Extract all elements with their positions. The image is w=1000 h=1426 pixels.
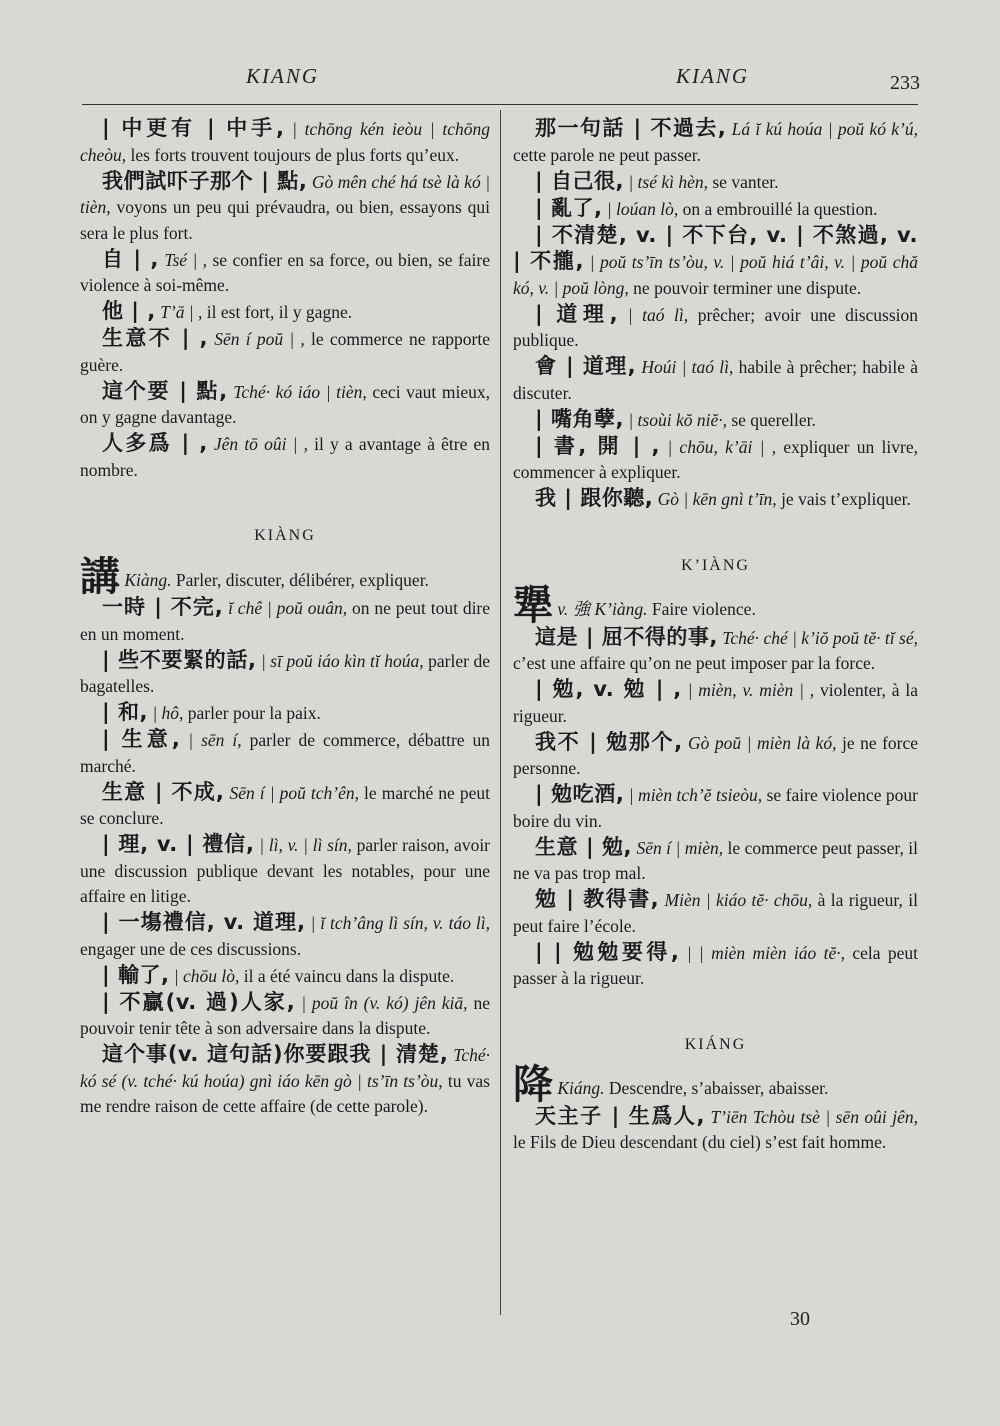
definition: parler de commerce, débattre un marché. bbox=[80, 730, 491, 776]
definition: les forts trouvent toujours de plus forts qu’eux. bbox=[130, 144, 460, 165]
entry bbox=[513, 196, 918, 223]
definition: on ne peut tout dire en un moment. bbox=[80, 598, 491, 644]
chinese-text: | 自己很, bbox=[535, 168, 624, 193]
definition: le marché ne peut se conclure. bbox=[80, 782, 490, 828]
head-character: 犟 bbox=[513, 583, 553, 629]
entry bbox=[513, 782, 918, 834]
definition: c’est une affaire qu’on ne peut imposer par la force. bbox=[513, 653, 876, 673]
chinese-text: 我不 | 勉那个, bbox=[535, 729, 683, 754]
definition: ne pouvoir tenir tête à son adversaire dans la dispute. bbox=[80, 992, 490, 1038]
romanization: T’iēn Tchòu tsè | sēn oûi jên, bbox=[710, 1106, 919, 1127]
chinese-text: 生意 | 勉, bbox=[535, 834, 633, 859]
romanization: | sēn í, bbox=[188, 730, 242, 750]
chinese-text: 我們試吓子那个 | 點, bbox=[102, 168, 308, 193]
chinese-text: | 勉, v. 勉 | , bbox=[535, 677, 682, 701]
definition: il y a avantage à être en nombre. bbox=[80, 434, 491, 480]
chinese-text: 這个要 | 點, bbox=[102, 378, 228, 403]
romanization: Kiáng. bbox=[557, 1078, 605, 1098]
entry bbox=[513, 354, 918, 406]
definition: on a embrouillé la question. bbox=[682, 198, 878, 219]
definition: voyons un peu qui prévaudra, ou bien, essayons qui sera le plus fort. bbox=[80, 197, 491, 243]
romanization: v. 強 K’iàng. bbox=[557, 599, 648, 619]
entry bbox=[513, 730, 918, 782]
romanization: Hoúi | taó lì, bbox=[641, 357, 734, 377]
romanization: Sēn í | poŭ tch’ên, bbox=[229, 782, 359, 803]
page-number: 233 bbox=[890, 72, 920, 94]
romanization: | | mièn mièn iáo tĕ·, bbox=[686, 942, 845, 963]
chinese-text: | 嘴角孽, bbox=[535, 406, 624, 431]
romanization: Lá ĭ kú hoúa | poŭ kó k’ú, bbox=[731, 119, 918, 139]
head-entry bbox=[513, 1062, 918, 1108]
entry bbox=[513, 1104, 918, 1156]
entry bbox=[513, 223, 918, 302]
head-character: 降 bbox=[513, 1062, 553, 1108]
entry bbox=[80, 116, 490, 168]
definition: cela peut passer à la rigueur. bbox=[513, 942, 919, 988]
romanization: | poŭ în (v. kó) jên kiā, bbox=[301, 992, 468, 1013]
running-head-right: KIANG bbox=[676, 64, 749, 88]
romanization: | taó lì, bbox=[627, 304, 689, 325]
romanization: Gò mên ché há tsè là kó | tièn, bbox=[80, 171, 491, 217]
chinese-text: 那一句話 | 不過去, bbox=[535, 116, 727, 140]
definition: je ne force personne. bbox=[513, 732, 919, 778]
romanization: Tché· ché | k’iŏ poŭ tĕ· tĭ sé, bbox=[722, 627, 918, 648]
definition: parler pour la paix. bbox=[187, 703, 321, 723]
definition: tu vas me rendre raison de cette affaire (de cette parole). bbox=[80, 1070, 490, 1116]
romanization: Tché· kó iáo | tièn, bbox=[233, 381, 367, 402]
entry bbox=[80, 595, 490, 647]
romanization: T’ā | , bbox=[160, 302, 203, 322]
definition: cette parole ne peut passer. bbox=[513, 144, 702, 165]
romanization: | chōu lò, bbox=[173, 965, 240, 986]
entry bbox=[80, 431, 490, 483]
chinese-text: | 中更有 | 中手, bbox=[102, 116, 285, 140]
signature-mark: 30 bbox=[790, 1308, 810, 1330]
romanization: ĭ chê | poŭ ouân, bbox=[228, 598, 348, 618]
entry bbox=[80, 727, 490, 779]
entry bbox=[80, 648, 490, 700]
chinese-text: 生意不 | , bbox=[102, 326, 209, 350]
romanization: | loúan lò, bbox=[606, 198, 679, 219]
head-entry bbox=[513, 583, 918, 629]
romanization: | sī poŭ iáo kìn tĭ hoúa, bbox=[260, 650, 424, 671]
romanization: | chōu, k’āi | , bbox=[667, 436, 777, 457]
entry bbox=[80, 379, 490, 431]
entry bbox=[80, 326, 490, 378]
definition: ne pouvoir terminer une dispute. bbox=[633, 277, 862, 298]
column-divider bbox=[500, 110, 501, 1315]
chinese-text: | 輸了, bbox=[102, 962, 170, 987]
entry bbox=[513, 625, 918, 677]
romanization: | tsoùi kŏ niĕ·, bbox=[628, 409, 727, 430]
entry bbox=[80, 963, 490, 990]
definition: expliquer un livre, commencer à expliquer. bbox=[513, 436, 919, 482]
chinese-text: | 一塲禮信, v. 道理, bbox=[102, 910, 306, 934]
entry bbox=[80, 1042, 490, 1120]
definition: à la rigueur, il peut faire l’école. bbox=[513, 890, 918, 936]
section-heading: KIÁNG bbox=[684, 1035, 747, 1053]
definition: je vais t’expliquer. bbox=[781, 489, 911, 509]
entry bbox=[80, 990, 490, 1042]
section-heading: K’IÀNG bbox=[681, 556, 750, 574]
definition: il est fort, il y gagne. bbox=[206, 302, 353, 322]
entry bbox=[513, 940, 918, 992]
definition: se faire violence pour boire du vin. bbox=[513, 785, 918, 831]
definition: engager une de ces discussions. bbox=[80, 938, 302, 959]
entry bbox=[513, 486, 918, 513]
romanization: Sēn í poŭ | , bbox=[214, 329, 305, 349]
definition: Faire violence. bbox=[651, 599, 756, 619]
entry bbox=[513, 169, 918, 196]
entry bbox=[80, 247, 490, 299]
romanization: | poŭ ts’īn ts’òu, v. | poŭ hiá t’âi, v. | poŭ chă kó, v. | poŭ lòng, bbox=[513, 252, 918, 298]
entry bbox=[80, 299, 490, 326]
entry bbox=[513, 116, 918, 168]
chinese-text: | | 勉勉要得, bbox=[535, 939, 680, 964]
running-head-left: KIANG bbox=[246, 64, 319, 88]
chinese-text: 他 | , bbox=[102, 299, 156, 323]
entry bbox=[80, 700, 490, 727]
definition: le Fils de Dieu descendant (du ciel) s’est fait homme. bbox=[513, 1132, 887, 1152]
definition: habile à prêcher; habile à discuter. bbox=[513, 357, 918, 403]
romanization: | tsé kì hèn, bbox=[628, 171, 708, 192]
chinese-text: 這是 | 屈不得的事, bbox=[535, 624, 718, 649]
definition: parler de bagatelles. bbox=[80, 650, 490, 696]
chinese-text: 勉 | 教得書, bbox=[535, 887, 660, 911]
romanization: Kiàng. bbox=[124, 569, 172, 590]
left-column bbox=[80, 116, 490, 1120]
head-entry bbox=[80, 553, 490, 600]
chinese-text: | 和, bbox=[102, 700, 148, 724]
chinese-text: 人多爲 | , bbox=[102, 431, 208, 455]
definition: se vanter. bbox=[712, 171, 779, 192]
definition: se quereller. bbox=[731, 409, 816, 430]
romanization: | mièn tch’ĕ tsieòu, bbox=[628, 785, 763, 805]
entry bbox=[513, 407, 918, 434]
entry bbox=[80, 780, 490, 832]
definition: Descendre, s’abaisser, abaisser. bbox=[608, 1078, 829, 1098]
definition: le commerce ne rapporte guère. bbox=[80, 329, 491, 375]
entry bbox=[513, 302, 918, 354]
romanization: Tché· kó sé (v. tché· kú hoúa) gnì iáo kēn gò | ts’īn ts’òu, bbox=[80, 1045, 491, 1091]
romanization: Jên tō oûi | , bbox=[213, 434, 308, 454]
definition: ceci vaut mieux, on y gagne davantage. bbox=[80, 381, 491, 427]
chinese-text: | 勉吃酒, bbox=[535, 782, 625, 806]
romanization: | tchōng kén ieòu | tchōng cheòu, bbox=[80, 119, 490, 165]
entry bbox=[513, 677, 918, 729]
romanization: Sēn í | mièn, bbox=[636, 837, 724, 858]
section-heading: KIÀNG bbox=[254, 527, 316, 544]
romanization: | hô, bbox=[152, 703, 184, 723]
definition: le commerce peut passer, il ne va pas trop mal. bbox=[513, 837, 919, 883]
chinese-text: | 不贏(v. 過)人家, bbox=[102, 989, 296, 1014]
romanization: | lì, v. | lì sín, bbox=[259, 835, 352, 855]
chinese-text: 生意 | 不成, bbox=[102, 779, 225, 804]
definition: Parler, discuter, délibérer, expliquer. bbox=[175, 569, 429, 590]
chinese-text: | 道理, bbox=[535, 301, 619, 326]
romanization: Gò | kēn gnì t’īn, bbox=[657, 489, 777, 509]
definition: violenter, à la rigueur. bbox=[513, 680, 919, 726]
chinese-text: | 亂了, bbox=[535, 195, 603, 220]
right-column bbox=[513, 116, 918, 1156]
romanization: Tsé | , bbox=[164, 249, 208, 270]
chinese-text: 這个事(v. 這句話)你要跟我 | 清楚, bbox=[102, 1042, 449, 1066]
romanization: Gò poŭ | mièn là kó, bbox=[688, 732, 837, 753]
chinese-text: 我 | 跟你聽, bbox=[535, 486, 654, 510]
romanization: Mièn | kiáo tĕ· chōu, bbox=[664, 890, 813, 910]
chinese-text: | 理, v. | 禮信, bbox=[102, 832, 255, 856]
definition: se confier en sa force, ou bien, se faire violence à soi-même. bbox=[80, 249, 490, 295]
chinese-text: 自 | , bbox=[102, 246, 159, 271]
definition: parler raison, avoir une discussion publique devant les notables, pour une affaire en litige. bbox=[80, 835, 491, 906]
chinese-text: 天主子 | 生爲人, bbox=[535, 1103, 705, 1128]
definition: il a été vaincu dans la dispute. bbox=[243, 965, 455, 986]
entry bbox=[513, 434, 918, 486]
entry bbox=[80, 910, 490, 962]
entry bbox=[513, 887, 918, 939]
chinese-text: | 書, 開 | , bbox=[535, 433, 661, 458]
header-rule bbox=[82, 104, 918, 105]
chinese-text: 一時 | 不完, bbox=[102, 595, 224, 619]
chinese-text: | 生意, bbox=[102, 727, 181, 751]
chinese-text: | 些不要緊的話, bbox=[102, 647, 257, 672]
romanization: | ĭ tch’âng lì sín, v. táo lì, bbox=[310, 913, 490, 933]
chinese-text: 會 | 道理, bbox=[535, 354, 637, 378]
entry bbox=[513, 835, 918, 887]
entry bbox=[80, 169, 490, 247]
definition: prêcher; avoir une discussion publique. bbox=[513, 304, 919, 350]
head-character: 講 bbox=[80, 553, 120, 600]
entry bbox=[80, 832, 490, 910]
chinese-text: | 不清楚, v. | 不下台, v. | 不煞過, v. | 不攏, bbox=[513, 222, 918, 273]
romanization: | mièn, v. mièn | , bbox=[687, 680, 815, 700]
